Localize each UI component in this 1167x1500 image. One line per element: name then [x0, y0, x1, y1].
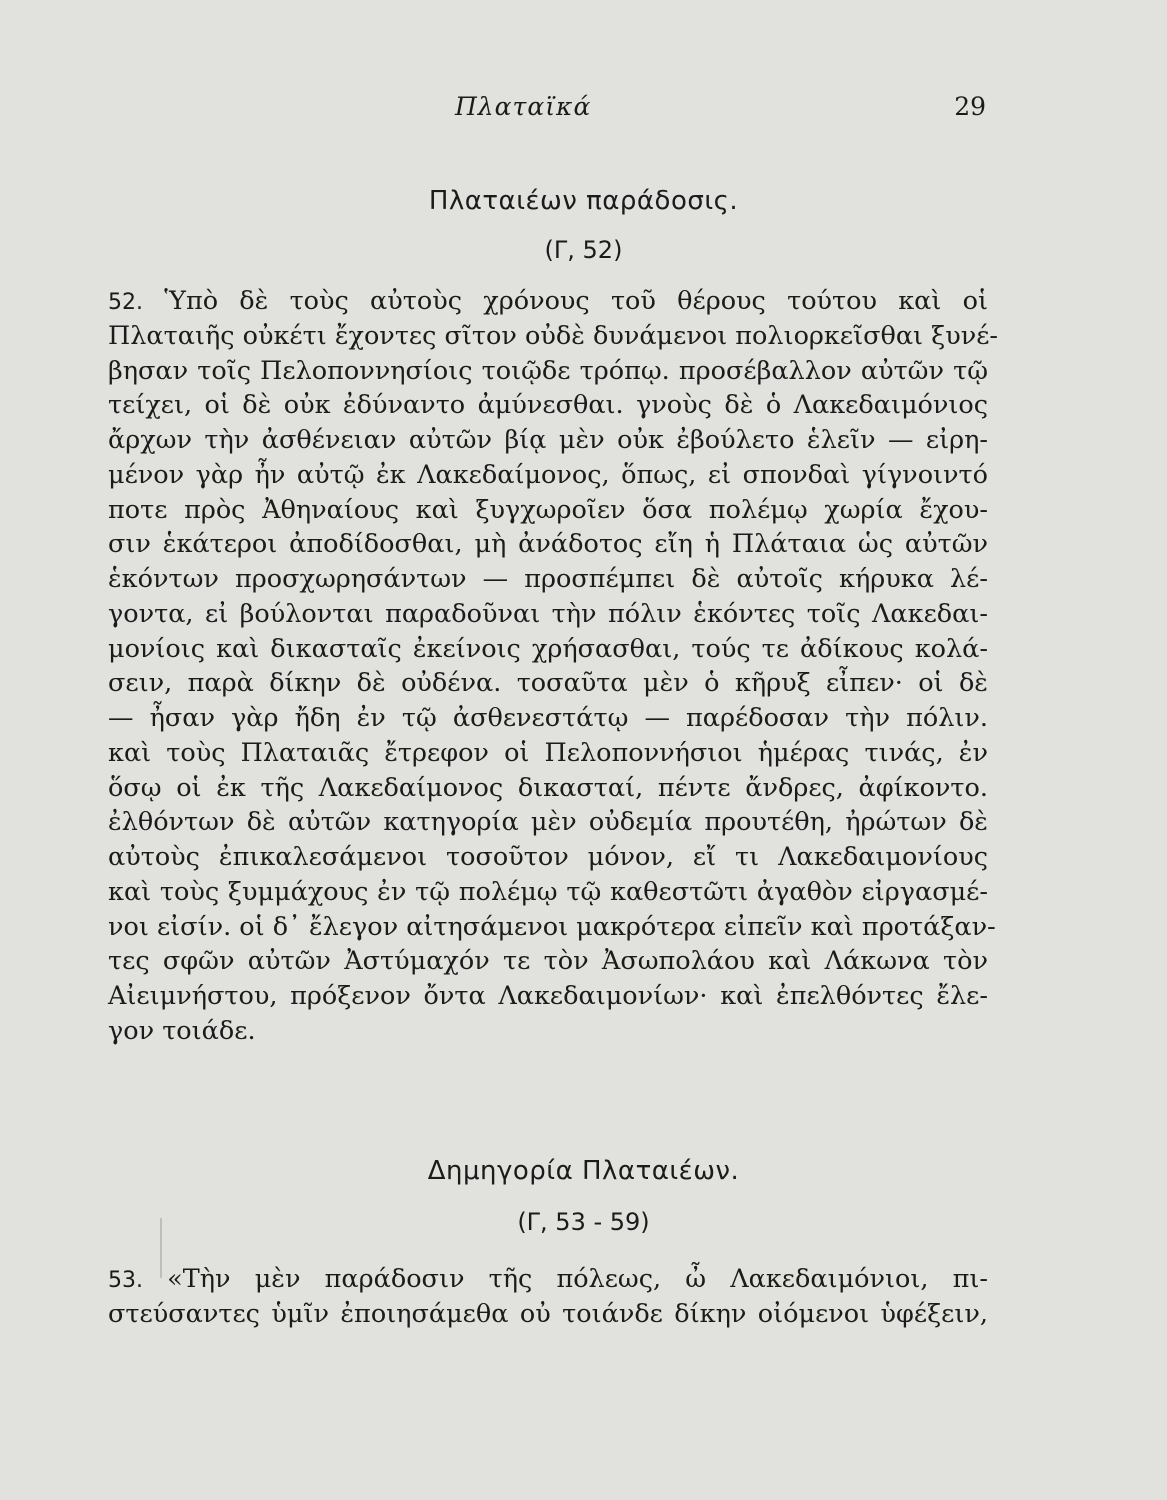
text-line: ὅσῳ οἱ ἐκ τῆς Λακεδαίμονος δικασταί, πέντε ἄνδρες, ἀφίκοντο. [108, 772, 988, 803]
text-line: ἐλθόντων δὲ αὐτῶν κατηγορία μὲν οὐδεμία προυτέθη, ἠρώτων δὲ [108, 807, 988, 838]
text-line: ἄρχων τὴν ἀσθένειαν αὐτῶν βίᾳ μὲν οὐκ ἐβούλετο ἑλεῖν — εἰρη- [108, 425, 988, 455]
section-heading-plataieon-paradosis: Πλαταιέων παράδοσις. [428, 186, 739, 216]
text-line: στεύσαντες ὑμῖν ἐποιησάμεθα οὐ τοιάνδε δίκην οἰόμενοι ὑφέξειν, [108, 1298, 988, 1329]
text-line: σιν ἑκάτεροι ἀποδίδοσθαι, μὴ ἀνάδοτος εἴη ἡ Πλάταια ὡς αὐτῶν [108, 529, 988, 560]
text-line: γον τοιάδε. [108, 1015, 256, 1046]
paragraph-number: 53. [108, 1268, 143, 1293]
text-line: βησαν τοῖς Πελοποννησίοις τοιῷδε τρόπῳ. προσέβαλλον αὐτῶν τῷ [108, 355, 988, 386]
text-line: Πλαταιῆς οὐκέτι ἔχοντες σῖτον οὐδὲ δυνάμενοι πολιορκεῖσθαι ξυνέ- [108, 320, 999, 351]
running-header [0, 92, 1167, 132]
paragraph-first-line [108, 1262, 988, 1297]
text-line: τες σφῶν αὐτῶν Ἀστύμαχόν τε τὸν Ἀσωπολάου καὶ Λάκωνα τὸν [108, 946, 988, 977]
paragraph-number: 52. [108, 290, 143, 315]
paragraph-first-line [108, 284, 988, 319]
text-line: «Τὴν μὲν παράδοσιν τῆς πόλεως, ὦ Λακεδαιμόνιοι, πι- [167, 1264, 989, 1294]
section-reference-g52: (Γ, 52) [544, 236, 623, 264]
text-line: σειν, παρὰ δίκην δὲ οὐδένα. τοσαῦτα μὲν ὁ κῆρυξ εἶπεν· οἱ δὲ [108, 668, 988, 699]
text-line: καὶ τοὺς ξυμμάχους ἐν τῷ πολέμῳ τῷ καθεστῶτι ἀγαθὸν εἰργασμέ- [108, 876, 988, 907]
paragraph-52 [108, 284, 999, 1049]
section-heading-demegoria: Δημηγορία Πλαταιέων. [427, 1156, 740, 1186]
page-number: 29 [954, 92, 986, 121]
section-reference-g53-59: (Γ, 53 - 59) [517, 1208, 650, 1236]
text-line: ποτε πρὸς Ἀθηναίους καὶ ξυγχωροῖεν ὅσα πολέμῳ χωρία ἔχου- [108, 494, 988, 525]
text-line: τείχει, οἱ δὲ οὐκ ἐδύναντο ἀμύνεσθαι. γνοὺς δὲ ὁ Λακεδαιμόνιος [108, 390, 988, 421]
paragraph-53 [108, 1262, 988, 1332]
text-line: γοντα, εἰ βούλονται παραδοῦναι τὴν πόλιν ἑκόντες τοῖς Λακεδαι- [108, 598, 988, 629]
text-line: μένον γὰρ ἦν αὐτῷ ἐκ Λακεδαίμονος, ὅπως, εἰ σπονδαὶ γίγνοιντό [108, 459, 988, 490]
text-line: — ἦσαν γὰρ ἤδη ἐν τῷ ἀσθενεστάτῳ — παρέδοσαν τὴν πόλιν. [108, 703, 988, 733]
text-line: ἑκόντων προσχωρησάντων — προσπέμπει δὲ αὐτοῖς κήρυκα λέ- [108, 564, 988, 594]
text-line: Ὑπὸ δὲ τοὺς αὐτοὺς χρόνους τοῦ θέρους τούτου καὶ οἱ [164, 286, 988, 316]
text-line: αὐτοὺς ἐπικαλεσάμενοι τοσοῦτον μόνον, εἴ τι Λακεδαιμονίους [108, 842, 988, 872]
running-title: Πλαταϊκά [455, 92, 592, 121]
text-line: νοι εἰσίν. οἱ δ᾽ ἔλεγον αἰτησάμενοι μακρότερα εἰπεῖν καὶ προτάξαν- [108, 911, 996, 942]
text-line: καὶ τοὺς Πλαταιᾶς ἔτρεφον οἱ Πελοποννήσιοι ἡμέρας τινάς, ἐν [108, 737, 988, 768]
text-line: μονίοις καὶ δικασταῖς ἐκείνοις χρήσασθαι, τούς τε ἀδίκους κολά- [108, 633, 988, 664]
text-line: Αἰειμνήστου, πρόξενον ὄντα Λακεδαιμονίων· καὶ ἐπελθόντες ἔλε- [108, 981, 988, 1011]
